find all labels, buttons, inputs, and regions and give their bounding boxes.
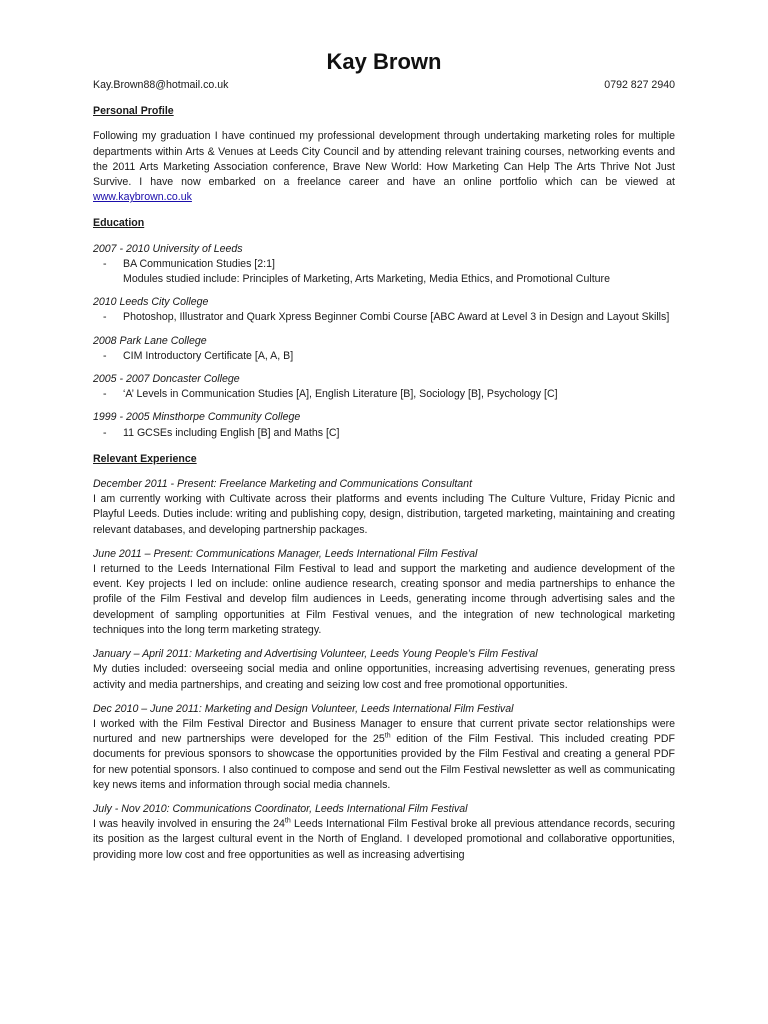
experience-text-part: I was heavily involved in ensuring the 24 <box>93 818 285 831</box>
education-bullet-text: 11 GCSEs including English [B] and Maths [C] <box>123 426 340 439</box>
profile-body: Following my graduation I have continued my professional development through undertaking marketing roles for multiple departments within Arts & Venues at Leeds City Council and by attending relevant training courses, networking events and the 2011 Arts Marketing Association conference, Brave New World: How Marketing Can Help The Arts Thrive Not Just Survive. I have now embarked on a freelance career and have an online portfolio which can be viewed at <box>93 130 675 189</box>
experience-entry-text: I returned to the Leeds International Film Festival to lead and support the marketing and audience development of the event. Key projects I led on include: online audience research, creating sponsor and media partnerships to enhance the profile of the Film Festival and develop film audiences in Leeds, generating income through advertising sales and the development of sampling opportunities at Film Festival venues, and the integration of new technological marketing techniques into the long term marketing strategy. <box>93 563 675 636</box>
profile-heading: Personal Profile <box>93 105 174 118</box>
email-address: Kay.Brown88@hotmail.co.uk <box>93 79 229 91</box>
experience-entry <box>93 802 675 863</box>
bullet-dash: - <box>103 426 107 439</box>
education-entry-title: 2008 Park Lane College <box>93 334 207 347</box>
experience-entry-title: June 2011 – Present: Communications Manager, Leeds International Film Festival <box>93 547 478 560</box>
contact-line <box>93 78 675 93</box>
phone-number: 0792 827 2940 <box>604 79 675 91</box>
education-bullet-text: Photoshop, Illustrator and Quark Xpress Beginner Combi Course [ABC Award at Level 3 in Design and Layout Skills] <box>123 311 670 324</box>
experience-entry <box>93 547 675 638</box>
education-bullet <box>93 349 675 364</box>
bullet-dash: - <box>103 257 107 270</box>
education-modules: Modules studied include: Principles of Marketing, Arts Marketing, Media Ethics, and Promotional Culture <box>123 273 610 286</box>
bullet-dash: - <box>103 388 107 401</box>
experience-heading: Relevant Experience <box>93 452 197 465</box>
education-entry <box>93 295 675 325</box>
education-entry <box>93 334 675 364</box>
education-bullet <box>93 387 675 402</box>
ordinal-suffix: th <box>384 732 391 740</box>
experience-entry <box>93 702 675 793</box>
education-heading: Education <box>93 217 145 230</box>
bullet-dash: - <box>103 349 107 362</box>
education-entry-title: 2005 - 2007 Doncaster College <box>93 373 240 386</box>
experience-entry <box>93 647 675 693</box>
education-bullet-text: CIM Introductory Certificate [A, A, B] <box>123 349 294 362</box>
cv-content <box>93 48 675 872</box>
experience-entry <box>93 477 675 538</box>
experience-entry-text <box>93 817 675 863</box>
education-bullet-text: ‘A’ Levels in Communication Studies [A], English Literature [B], Sociology [B], Psychology [C] <box>123 388 558 401</box>
profile-text <box>93 129 675 205</box>
portfolio-link[interactable]: www.kaybrown.co.uk <box>93 191 192 204</box>
experience-text-part: Leeds International Film Festival broke all previous attendance records, securing its position as the largest cultural event in the North of England. I developed promotional and collaborative opportunities, providing more low cost and free opportunities as well as increasing advertising <box>93 818 675 861</box>
education-bullet <box>93 257 675 272</box>
experience-entry-text: I am currently working with Cultivate across their platforms and events including The Culture Vulture, Friday Picnic and Playful Leeds. Duties include: writing and publishing copy, design, distribution, targeted marketing, maintaining and creating relevant databases, and developing partnership packages. <box>93 493 675 536</box>
experience-entry-title: January – April 2011: Marketing and Advertising Volunteer, Leeds Young People’s Film Festival <box>93 648 538 661</box>
education-entry <box>93 242 675 288</box>
education-entry <box>93 372 675 402</box>
experience-text-part: I worked with the Film Festival Director and Business Manager to ensure that current private sector relationships were nurtured and new partnerships were developed for the 25 <box>93 717 675 746</box>
experience-entry-text: My duties included: overseeing social media and online opportunities, increasing advertising revenues, generating press activity and media partnerships, and creating and seizing low cost and free promotional opportunities. <box>93 663 675 691</box>
education-entry-title: 2007 - 2010 University of Leeds <box>93 242 243 255</box>
education-bullet-text: BA Communication Studies [2:1] <box>123 257 275 270</box>
bullet-dash: - <box>103 311 107 324</box>
education-entry-title: 2010 Leeds City College <box>93 296 209 309</box>
candidate-name: Kay Brown <box>326 49 442 74</box>
education-entry <box>93 410 675 440</box>
experience-entry-title: Dec 2010 – June 2011: Marketing and Design Volunteer, Leeds International Film Festival <box>93 702 514 715</box>
education-entry-title: 1999 - 2005 Minsthorpe Community College <box>93 411 301 424</box>
experience-text-part: edition of the Film Festival. This included creating PDF documents for previous sponsors to showcase the opportunities provided by the Film Festival and creating a general PDF for new potential sponsors. I also continued to compose and send out the Film Festival newsletter as well as communicating key news items and information through social media channels. <box>93 733 676 791</box>
experience-entry-title: December 2011 - Present: Freelance Marketing and Communications Consultant <box>93 478 473 491</box>
education-bullet <box>93 310 675 325</box>
education-bullet <box>93 426 675 441</box>
experience-entry-text <box>93 717 675 793</box>
experience-entry-title: July - Nov 2010: Communications Coordinator, Leeds International Film Festival <box>93 802 468 815</box>
ordinal-suffix: th <box>284 817 291 825</box>
